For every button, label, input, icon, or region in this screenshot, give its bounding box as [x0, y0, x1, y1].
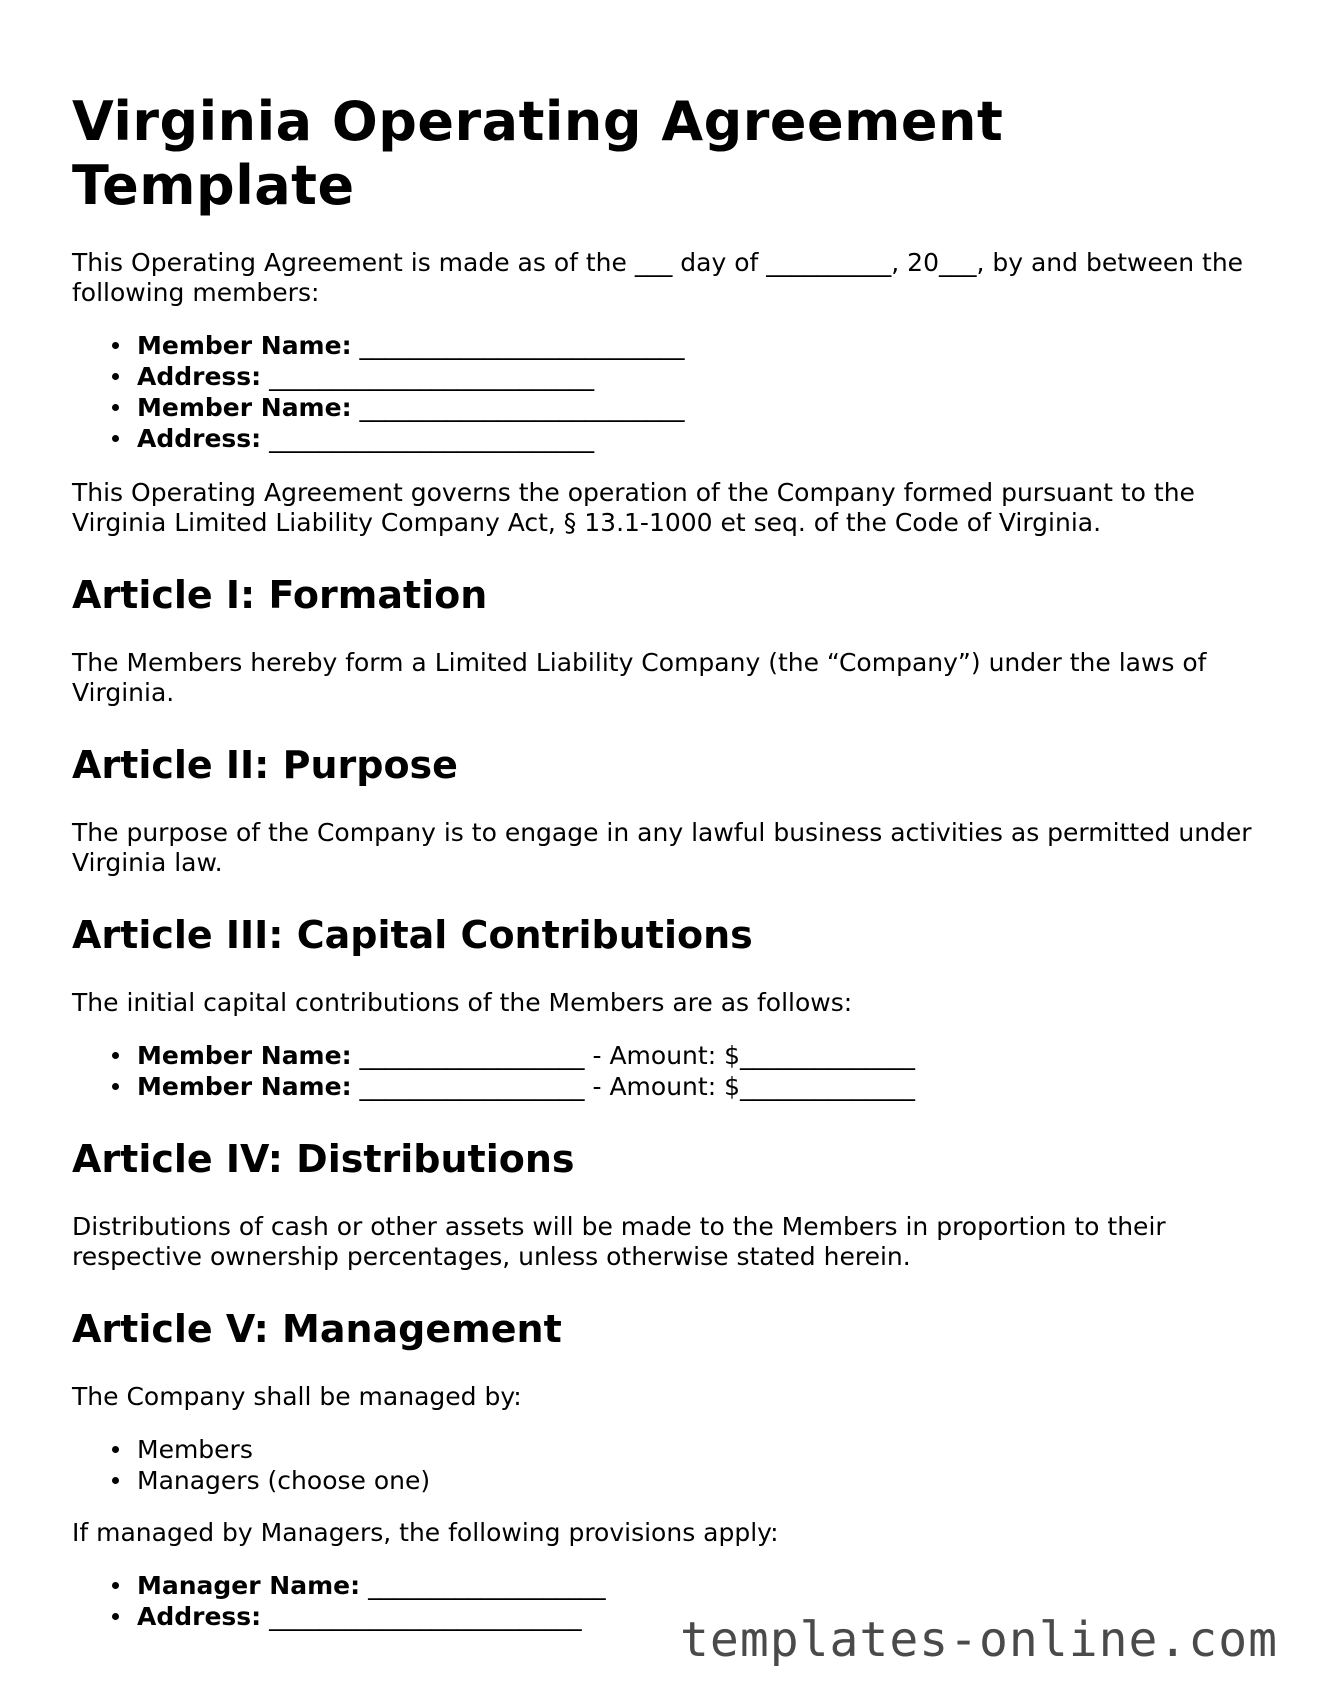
blank-line: __________________________: [269, 424, 595, 453]
article-formation-heading: Article I: Formation: [72, 573, 488, 617]
field-label: Manager Name:: [137, 1571, 361, 1600]
blank-line: __________________: [359, 1041, 585, 1070]
list-item: [137, 1071, 1252, 1102]
article-distributions-heading: Article IV: Distributions: [72, 1137, 575, 1181]
field-label: Address:: [137, 424, 262, 453]
article-management-heading: Article V: Management: [72, 1307, 562, 1351]
amount-field: - Amount: $______________: [592, 1041, 915, 1070]
watermark-text: templates-online.com: [680, 1612, 1278, 1668]
field-label: Member Name:: [137, 1041, 352, 1070]
list-item: [137, 1570, 1252, 1601]
document-page: [72, 0, 1252, 1632]
article-distributions-text: Distributions of cash or other assets will be made to the Members in proportion to their respective ownership percentages, unless otherwise stated herein.: [72, 1212, 1166, 1271]
field-label: Member Name:: [137, 393, 352, 422]
governs-paragraph: This Operating Agreement governs the operation of the Company formed pursuant to the Virginia Limited Liability Company Act, § 13.1-1000 et seq. of the Code of Virginia.: [72, 478, 1195, 537]
blank-line: _________________________: [269, 1602, 582, 1631]
blank-line: __________________: [359, 1072, 585, 1101]
list-item: [137, 330, 1252, 361]
blank-line: __________________________: [359, 331, 685, 360]
field-label: Address:: [137, 362, 262, 391]
blank-line: __________________________: [269, 362, 595, 391]
article-capital-text: The initial capital contributions of the Members are as follows:: [72, 988, 853, 1017]
article-management-text: The Company shall be managed by:: [72, 1382, 522, 1411]
list-item: [137, 423, 1252, 454]
members-list: [72, 330, 1252, 454]
blank-line: __________________________: [359, 393, 685, 422]
field-label: Member Name:: [137, 331, 352, 360]
managers-provisions-text: If managed by Managers, the following provisions apply:: [72, 1518, 779, 1547]
article-purpose-heading: Article II: Purpose: [72, 743, 458, 787]
article-capital-heading: Article III: Capital Contributions: [72, 913, 753, 957]
list-item: [137, 392, 1252, 423]
article-formation-text: The Members hereby form a Limited Liability Company (the “Company”) under the laws of Virginia.: [72, 648, 1207, 707]
list-item: Managers (choose one): [137, 1465, 1252, 1496]
intro-paragraph: This Operating Agreement is made as of the ___ day of __________, 20___, by and between the following members:: [72, 248, 1244, 307]
list-item: Members: [137, 1434, 1252, 1465]
list-item: [137, 1040, 1252, 1071]
field-label: Member Name:: [137, 1072, 352, 1101]
list-item: [137, 361, 1252, 392]
document-title: Virginia Operating Agreement Template: [72, 90, 1004, 217]
article-purpose-text: The purpose of the Company is to engage in any lawful business activities as permitted under Virginia law.: [72, 818, 1252, 877]
amount-field: - Amount: $______________: [592, 1072, 915, 1101]
capital-list: [72, 1040, 1252, 1102]
blank-line: ___________________: [368, 1571, 606, 1600]
field-label: Address:: [137, 1602, 262, 1631]
management-options-list: [72, 1434, 1252, 1496]
